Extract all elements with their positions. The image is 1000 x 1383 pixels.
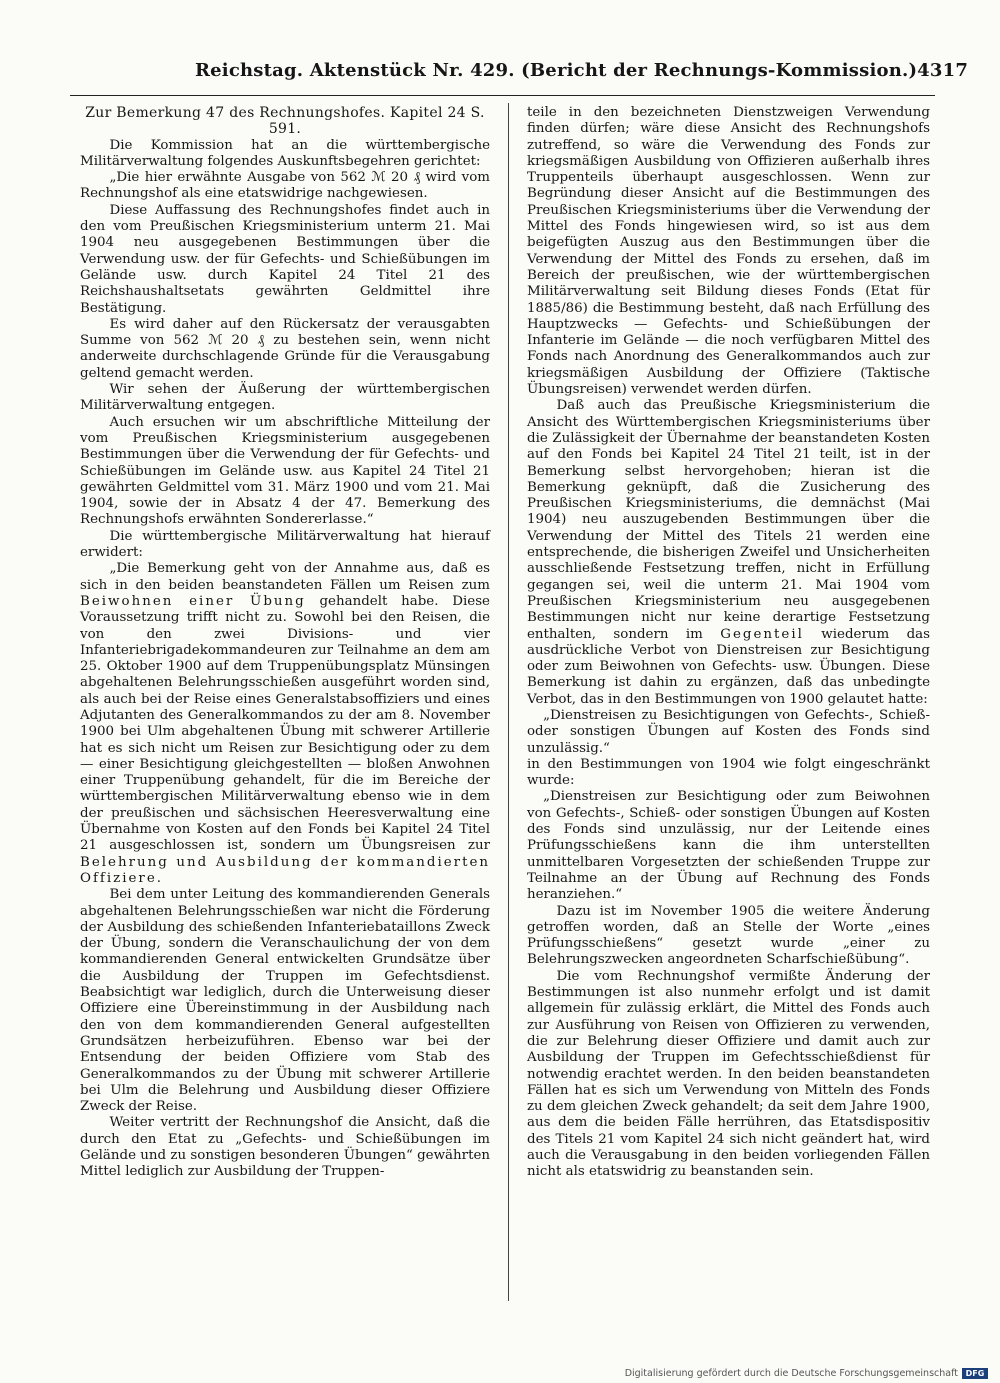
page-header-title: Reichstag. Aktenstück Nr. 429. (Bericht der Rechnungs-Kommission.) — [195, 60, 918, 81]
paragraph — [527, 398, 930, 708]
section-heading: Zur Bemerkung 47 des Rechnungshofes. Kapitel 24 S. 591. — [85, 105, 485, 138]
spaced-emphasis: Belehrung und Ausbildung der kommandierten Offiziere. — [80, 854, 490, 886]
paragraph — [80, 561, 490, 887]
spaced-emphasis: Gegenteil — [720, 626, 804, 642]
paragraph-text: wiederum das ausdrückliche Verbot von Dienstreisen zur Besichtigung oder zum Beiwohnen von Gefechts- usw. Übungen. Diese Bemerkung ist dahin zu ergänzen, daß das unbedingte Verbot, das in den Bestimmungen von 1900 gelautet hatte: — [527, 626, 931, 707]
right-column — [527, 105, 930, 1181]
paragraph: teile in den bezeichneten Dienstzweigen Verwendung finden dürfen; wäre diese Ansicht des Rechnungshofs zutreffend, so wäre die Verwendung des Fonds zur kriegsmäßigen Ausbildung von Offizieren außerhalb ihres Truppenteils überhaupt ausgeschlossen. Wenn zur Begründung dieser Ansicht auf die Bestimmungen des Preußischen Kriegsministeriums über die Verwendung der Mittel des Fonds hingewiesen wird, so ist aus dem beigefügten Auszug aus den Bestimmungen über die Verwendung der Mittel des Fonds zu ersehen, daß im Bereich der preußischen, wie der württembergischen Militärverwaltung seit Bildung dieses Fonds (Etat für 1885/86) die Bestimmung besteht, daß nach Erfüllung des Hauptzwecks — Gefechts- und Schießübungen der Infanterie im Gelände — die noch verfügbaren Mittel des Fonds nach Anordnung des Generalkommandos auch zur kriegsmäßigen Ausbildung der Offiziere (Taktische Übungsreisen) verwendet werden dürfen. — [527, 105, 930, 398]
footer — [625, 1365, 988, 1381]
header-rule — [70, 95, 935, 96]
paragraph-text: „Die Bemerkung geht von der Annahme aus, daß es sich in den beiden beanstandeten Fällen um Reisen zum — [80, 561, 490, 593]
block-quote: „Dienstreisen zur Besichtigung oder zum Beiwohnen von Gefechts-, Schieß- oder sonstigen Übungen auf Kosten des Fonds sind unzulässig, nur der Leitende eines Prüfungsschießens kann die ihm unterstellten unmittelbaren Vorgesetzten der schießenden Truppe zur Teilnahme an der Übung auf Rechnung des Fonds heranziehen.“ — [527, 789, 930, 903]
running-head — [195, 60, 969, 90]
left-column — [80, 105, 490, 1181]
paragraph-text: Daß auch das Preußische Kriegsministerium die Ansicht des Württembergischen Kriegsministeriums über die Zulässigkeit der Übernahme der beanstandeten Kosten auf den Fonds bei Kapitel 24 Titel 21 teilt, ist in der Bemerkung selbst hervorgehoben; hieran ist die Bemerkung geknüpft, daß die Zusicherung des Preußischen Kriegsministeriums, die demnächst (Mai 1904) neu auszugebenden Bestimmungen über die Verwendung der Mittel des Titels 21 werden eine entsprechende, die bisherigen Zweifel und Unsicherheiten ausschließende Festsetzung treffen, nicht in Erfüllung gegangen sei, weil die unterm 21. Mai 1904 vom Preußischen Kriegsministerium neu ausgegebenen Bestimmungen nicht nur keine derartige Festsetzung enthalten, sondern im — [527, 398, 930, 642]
dfg-logo: DFG — [962, 1368, 988, 1379]
paragraph: Die vom Rechnungshof vermißte Änderung der Bestimmungen ist also nunmehr erfolgt und ist damit allgemein für zulässig erklärt, die Mittel des Fonds auch zur Ausführung von Reisen von Offizieren zu verwenden, die zur Belehrung dieser Offiziere und damit auch zur Ausbildung der Truppen im Gefechtsschießdienst für notwendig erachtet werden. In den beiden beanstandeten Fällen hat es sich um Verwendung von Mitteln des Fonds zu dem gleichen Zweck gehandelt; da seit dem Jahre 1900, aus dem die beiden Fälle herrühren, das Etatsdispositiv des Titels 21 vom Kapitel 24 sich nicht geändert hat, wird auch die Verausgabung in den beiden vorliegenden Fällen nicht als etatswidrig zu beanstanden sein. — [527, 968, 930, 1180]
paragraph: „Die hier erwähnte Ausgabe von 562 ℳ 20 ₰ wird vom Rechnungshof als eine etatswidrige nachgewiesen. — [80, 170, 490, 202]
paragraph: Wir sehen der Äußerung der württembergischen Militärverwaltung entgegen. — [80, 382, 490, 414]
paragraph-text: gehandelt habe. Diese Voraussetzung trifft nicht zu. Sowohl bei den Reisen, die von den zwei Divisions- und vier Infanteriebrigadekommandeuren zur Teilnahme an dem am 25. Oktober 1900 auf dem Truppenübungsplatz Münsingen abgehaltenen Belehrungsschießen ausgeführt worden sind, als auch bei der Reise eines Generalstabsoffiziers und eines Adjutanten des Generalkommandos zu der am 8. November 1900 bei Ulm abgehaltenen Übung mit schwerer Artillerie hat es sich nicht um Reisen zur Besichtigung oder zu dem — einer Besichtigung gleichgestellten — bloßen Anwohnen einer Truppenübung gehandelt, für die im Bereiche der württembergischen Militärverwaltung ebenso wie in dem der preußischen und sächsischen Heeresverwaltung eine Übernahme von Kosten auf den Fonds bei Kapitel 24 Titel 21 ausgeschlossen ist, sondern um Übungsreisen zur — [80, 593, 490, 854]
page-number: 4317 — [917, 60, 969, 81]
paragraph: Auch ersuchen wir um abschriftliche Mitteilung der vom Preußischen Kriegsministerium ausgegebenen Bestimmungen über die Verwendung der für Gefechts- und Schießübungen im Gelände usw. aus Kapitel 24 Titel 21 gewährten Geldmittel vom 31. März 1900 und vom 21. Mai 1904, sowie der in Absatz 4 der 47. Bemerkung des Rechnungshofs erwähnten Sondererlasse.“ — [80, 414, 490, 528]
paragraph: Die Kommission hat an die württembergische Militärverwaltung folgendes Auskunftsbegehren gerichtet: — [80, 137, 490, 169]
paragraph: Diese Auffassung des Rechnungshofes findet auch in den vom Preußischen Kriegsministerium unterm 21. Mai 1904 neu ausgegebenen Bestimmungen über die Verwendung usw. der für Gefechts- und Schießübungen im Gelände usw. durch Kapitel 24 Titel 21 des Reichshaushaltsetats gewährten Geldmittel ihre Bestätigung. — [80, 202, 490, 316]
paragraph: in den Bestimmungen von 1904 wie folgt eingeschränkt wurde: — [527, 756, 930, 789]
paragraph: Es wird daher auf den Rückersatz der verausgabten Summe von 562 ℳ 20 ₰ zu bestehen sein, wenn nicht anderweite durchschlagende Gründe für die Verausgabung geltend gemacht werden. — [80, 316, 490, 381]
paragraph: Weiter vertritt der Rechnungshof die Ansicht, daß die durch den Etat zu „Gefechts- und Schießübungen im Gelände und zu sonstigen besonderen Übungen“ gewährten Mittel lediglich zur Ausbildung der Truppen- — [80, 1115, 490, 1180]
paragraph: Bei dem unter Leitung des kommandierenden Generals abgehaltenen Belehrungsschießen war nicht die Förderung der Ausbildung des schießenden Infanteriebataillons Zweck der Übung, sondern die Veranschaulichung der von dem kommandierenden General entwickelten Grundsätze über die Ausbildung der Truppen im Gefechtsdienst. Beabsichtigt war lediglich, durch die Unterweisung dieser Offiziere eine Übereinstimmung in der Ausbildung nach den von dem kommandierenden General aufgestellten Grundsätzen herbeizuführen. Ebenso war bei der Entsendung der beiden Offiziere vom Stab des Generalkommandos zu der Übung mit schwerer Artillerie bei Ulm die Belehrung und Ausbildung dieser Offiziere Zweck der Reise. — [80, 887, 490, 1115]
column-divider — [508, 103, 509, 1301]
block-quote: „Dienstreisen zu Besichtigungen von Gefechts-, Schieß- oder sonstigen Übungen auf Kosten des Fonds sind unzulässig.“ — [527, 707, 930, 756]
paragraph: Die württembergische Militärverwaltung hat hierauf erwidert: — [80, 528, 490, 561]
spaced-emphasis: Beiwohnen einer Übung — [80, 593, 306, 609]
footer-text: Digitalisierung gefördert durch die Deutsche Forschungsgemeinschaft — [624, 1367, 958, 1379]
paragraph: Dazu ist im November 1905 die weitere Änderung getroffen worden, daß an Stelle der Worte „eines Prüfungsschießens“ gesetzt wurde „einer zu Belehrungszwecken angeordneten Scharfschießübung“. — [527, 903, 930, 968]
